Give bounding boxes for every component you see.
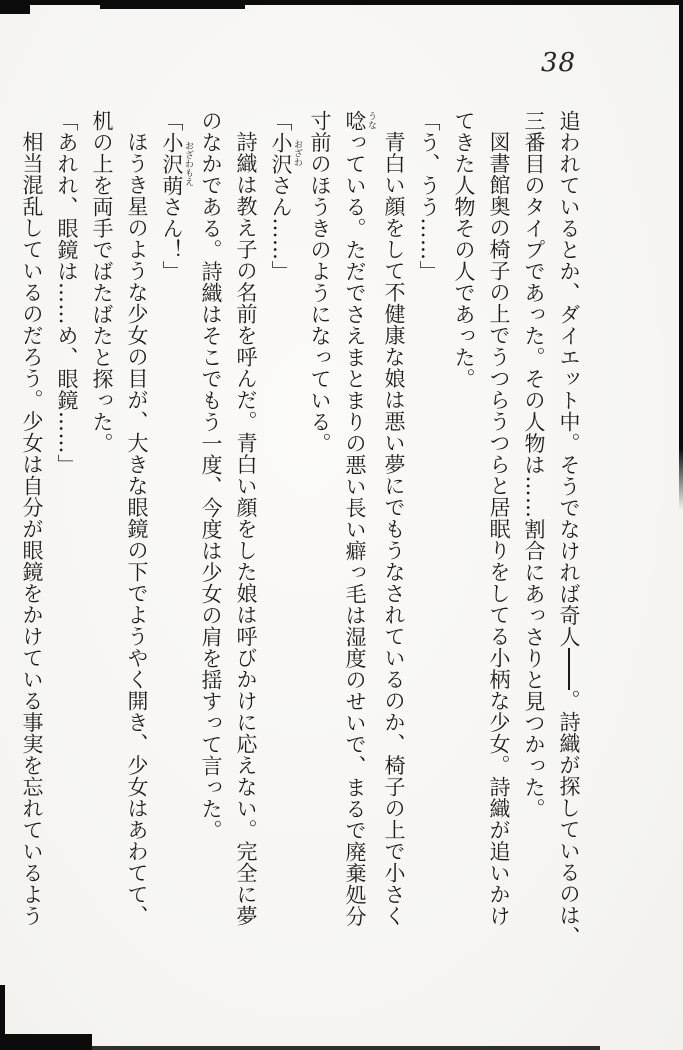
scan-edge-right xyxy=(679,0,683,510)
text-column: 詩織は教え子の名前を呼んだ。青白い顔をした娘は呼びかけに応えない。完全に夢 xyxy=(234,131,258,927)
scan-edge-top-mid xyxy=(100,0,245,9)
text-column: のなかである。詩織はそこでもう一度、今度は少女の肩を揺すって言った。 xyxy=(199,110,223,841)
em-dash xyxy=(568,648,570,690)
page-number: 38 xyxy=(541,48,577,78)
text-column: 相当混乱しているのだろう。少女は自分が眼鏡をかけている事実を忘れているよう xyxy=(20,131,44,927)
text-column: 「あれれ、眼鏡は……め、眼鏡……」 xyxy=(55,110,79,476)
text-column: ほうき星のような少女の目が、大きな眼鏡の下でようやく開き、少女はあわてて、 xyxy=(125,131,149,927)
text-column: 寸前のほうきのようになっている。 xyxy=(308,110,332,454)
ruby-annotated-word: 唸 うな xyxy=(343,110,376,132)
scan-edge-left-notch xyxy=(0,985,5,1050)
text-column: 青白い顔をして不健康な娘は悪い夢にでもうなされているのか、椅子の上で小さく xyxy=(382,131,406,927)
text-columns xyxy=(14,110,586,962)
text-column: 「小沢萌 おざわもえさん！」 xyxy=(160,110,193,282)
text-column: 机の上を両手でばたばたと探った。 xyxy=(90,110,114,454)
text-column: 三番目のタイプであった。その人物は……割合にあっさりと見つかった。 xyxy=(522,110,546,820)
scan-edge-top-left xyxy=(0,0,30,14)
text-column: 「う、うう……」 xyxy=(417,110,441,282)
scan-edge-bottom-left xyxy=(0,1034,92,1050)
text-column: 「小沢 おざわさん……」 xyxy=(269,110,302,282)
ruby-annotated-word: 小沢 おざわ xyxy=(269,131,302,175)
text-column: 図書館奥の椅子の上でうつらうつらと居眠りをしてる小柄な少女。詩織が追いかけ xyxy=(487,131,511,927)
text-column: 追われているとか、ダイエット中。そうでなければ奇人。詩織が探しているのは、 xyxy=(557,110,581,948)
text-column: てきた人物その人であった。 xyxy=(452,110,476,390)
text-column: 唸 うなっている。ただでさえまとまりの悪い長い癖っ毛は湿度のせいで、まるで廃棄処分 xyxy=(343,110,376,927)
ruby-annotated-word: 小沢萌 おざわもえ xyxy=(160,131,193,196)
